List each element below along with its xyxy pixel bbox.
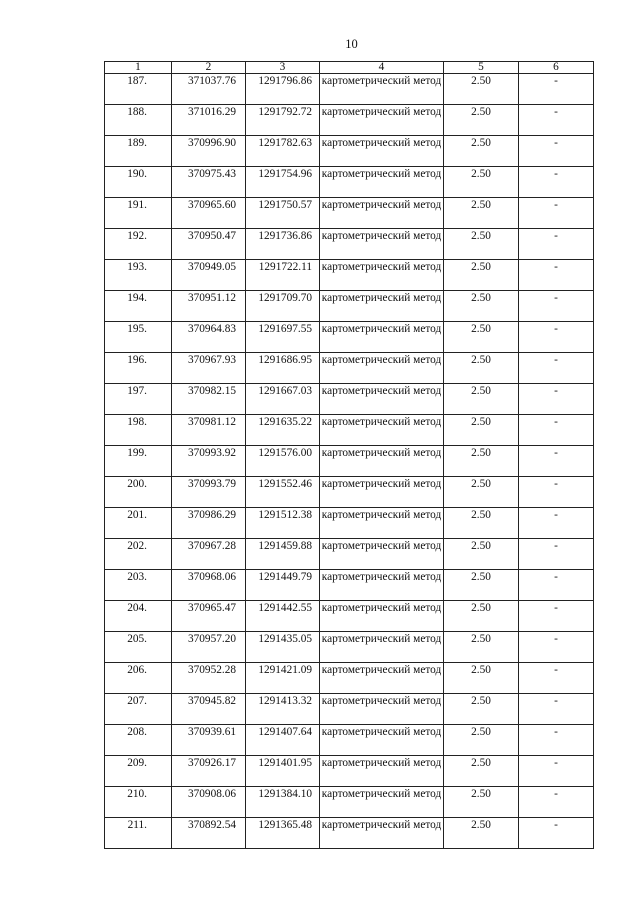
method-cell: картометрический метод [320,601,444,632]
point-number-cell: 206. [105,663,172,694]
table-row [105,508,594,539]
note-cell: - [519,787,594,818]
point-number-cell: 205. [105,632,172,663]
x-coordinate-cell: 370908.06 [172,787,246,818]
accuracy-cell: 2.50 [444,539,519,570]
table-row [105,353,594,384]
point-number-cell: 196. [105,353,172,384]
x-coordinate-cell: 370993.92 [172,446,246,477]
accuracy-cell: 2.50 [444,477,519,508]
note-cell: - [519,136,594,167]
method-cell: картометрический метод [320,105,444,136]
accuracy-cell: 2.50 [444,353,519,384]
method-cell: картометрический метод [320,663,444,694]
table-row [105,105,594,136]
x-coordinate-cell: 370981.12 [172,415,246,446]
accuracy-cell: 2.50 [444,322,519,353]
table-row [105,477,594,508]
method-cell: картометрический метод [320,570,444,601]
table-row [105,74,594,105]
method-cell: картометрический метод [320,477,444,508]
x-coordinate-cell: 371037.76 [172,74,246,105]
accuracy-cell: 2.50 [444,260,519,291]
accuracy-cell: 2.50 [444,570,519,601]
column-header-2: 2 [172,62,246,74]
y-coordinate-cell: 1291750.57 [246,198,320,229]
note-cell: - [519,291,594,322]
accuracy-cell: 2.50 [444,508,519,539]
accuracy-cell: 2.50 [444,291,519,322]
point-number-cell: 188. [105,105,172,136]
accuracy-cell: 2.50 [444,74,519,105]
table-row [105,322,594,353]
method-cell: картометрический метод [320,384,444,415]
x-coordinate-cell: 370939.61 [172,725,246,756]
table-row [105,260,594,291]
x-coordinate-cell: 370993.79 [172,477,246,508]
x-coordinate-cell: 370945.82 [172,694,246,725]
y-coordinate-cell: 1291782.63 [246,136,320,167]
note-cell: - [519,601,594,632]
note-cell: - [519,167,594,198]
point-number-cell: 198. [105,415,172,446]
accuracy-cell: 2.50 [444,632,519,663]
note-cell: - [519,74,594,105]
x-coordinate-cell: 370951.12 [172,291,246,322]
y-coordinate-cell: 1291736.86 [246,229,320,260]
accuracy-cell: 2.50 [444,601,519,632]
note-cell: - [519,353,594,384]
note-cell: - [519,570,594,601]
note-cell: - [519,446,594,477]
note-cell: - [519,663,594,694]
x-coordinate-cell: 370967.28 [172,539,246,570]
x-coordinate-cell: 370965.60 [172,198,246,229]
note-cell: - [519,384,594,415]
point-number-cell: 191. [105,198,172,229]
note-cell: - [519,105,594,136]
table-row [105,446,594,477]
note-cell: - [519,322,594,353]
page-number: 10 [345,37,358,51]
method-cell: картометрический метод [320,322,444,353]
y-coordinate-cell: 1291722.11 [246,260,320,291]
x-coordinate-cell: 371016.29 [172,105,246,136]
note-cell: - [519,415,594,446]
table-row [105,570,594,601]
point-number-cell: 203. [105,570,172,601]
note-cell: - [519,477,594,508]
y-coordinate-cell: 1291576.00 [246,446,320,477]
note-cell: - [519,725,594,756]
x-coordinate-cell: 370996.90 [172,136,246,167]
point-number-cell: 208. [105,725,172,756]
note-cell: - [519,756,594,787]
method-cell: картометрический метод [320,260,444,291]
point-number-cell: 189. [105,136,172,167]
point-number-cell: 190. [105,167,172,198]
method-cell: картометрический метод [320,694,444,725]
coordinates-table [104,61,594,849]
point-number-cell: 200. [105,477,172,508]
accuracy-cell: 2.50 [444,384,519,415]
table-row [105,136,594,167]
y-coordinate-cell: 1291407.64 [246,725,320,756]
note-cell: - [519,229,594,260]
method-cell: картометрический метод [320,229,444,260]
note-cell: - [519,694,594,725]
x-coordinate-cell: 370892.54 [172,818,246,849]
point-number-cell: 195. [105,322,172,353]
y-coordinate-cell: 1291512.38 [246,508,320,539]
accuracy-cell: 2.50 [444,756,519,787]
table-row [105,167,594,198]
accuracy-cell: 2.50 [444,105,519,136]
y-coordinate-cell: 1291792.72 [246,105,320,136]
y-coordinate-cell: 1291667.03 [246,384,320,415]
note-cell: - [519,632,594,663]
accuracy-cell: 2.50 [444,446,519,477]
accuracy-cell: 2.50 [444,229,519,260]
note-cell: - [519,818,594,849]
x-coordinate-cell: 370926.17 [172,756,246,787]
table-row [105,601,594,632]
table-row [105,539,594,570]
y-coordinate-cell: 1291754.96 [246,167,320,198]
x-coordinate-cell: 370949.05 [172,260,246,291]
point-number-cell: 204. [105,601,172,632]
table-row [105,694,594,725]
method-cell: картометрический метод [320,291,444,322]
y-coordinate-cell: 1291459.88 [246,539,320,570]
table-row [105,787,594,818]
x-coordinate-cell: 370967.93 [172,353,246,384]
point-number-cell: 199. [105,446,172,477]
table-row [105,663,594,694]
method-cell: картометрический метод [320,818,444,849]
y-coordinate-cell: 1291384.10 [246,787,320,818]
accuracy-cell: 2.50 [444,787,519,818]
table-header-row [105,62,594,74]
point-number-cell: 192. [105,229,172,260]
y-coordinate-cell: 1291697.55 [246,322,320,353]
y-coordinate-cell: 1291796.86 [246,74,320,105]
y-coordinate-cell: 1291686.95 [246,353,320,384]
point-number-cell: 209. [105,756,172,787]
point-number-cell: 210. [105,787,172,818]
accuracy-cell: 2.50 [444,136,519,167]
x-coordinate-cell: 370986.29 [172,508,246,539]
accuracy-cell: 2.50 [444,415,519,446]
method-cell: картометрический метод [320,167,444,198]
note-cell: - [519,260,594,291]
column-header-3: 3 [246,62,320,74]
point-number-cell: 194. [105,291,172,322]
y-coordinate-cell: 1291635.22 [246,415,320,446]
point-number-cell: 202. [105,539,172,570]
table-row [105,415,594,446]
point-number-cell: 207. [105,694,172,725]
x-coordinate-cell: 370982.15 [172,384,246,415]
method-cell: картометрический метод [320,415,444,446]
x-coordinate-cell: 370965.47 [172,601,246,632]
method-cell: картометрический метод [320,508,444,539]
accuracy-cell: 2.50 [444,663,519,694]
note-cell: - [519,508,594,539]
x-coordinate-cell: 370952.28 [172,663,246,694]
x-coordinate-cell: 370968.06 [172,570,246,601]
x-coordinate-cell: 370964.83 [172,322,246,353]
method-cell: картометрический метод [320,74,444,105]
accuracy-cell: 2.50 [444,725,519,756]
table-row [105,756,594,787]
y-coordinate-cell: 1291442.55 [246,601,320,632]
y-coordinate-cell: 1291435.05 [246,632,320,663]
point-number-cell: 211. [105,818,172,849]
column-header-1: 1 [105,62,172,74]
method-cell: картометрический метод [320,725,444,756]
x-coordinate-cell: 370957.20 [172,632,246,663]
column-header-6: 6 [519,62,594,74]
method-cell: картометрический метод [320,198,444,229]
table-row [105,229,594,260]
y-coordinate-cell: 1291421.09 [246,663,320,694]
method-cell: картометрический метод [320,353,444,384]
point-number-cell: 197. [105,384,172,415]
method-cell: картометрический метод [320,632,444,663]
point-number-cell: 201. [105,508,172,539]
y-coordinate-cell: 1291365.48 [246,818,320,849]
method-cell: картометрический метод [320,136,444,167]
accuracy-cell: 2.50 [444,167,519,198]
point-number-cell: 193. [105,260,172,291]
y-coordinate-cell: 1291413.32 [246,694,320,725]
table-row [105,198,594,229]
note-cell: - [519,539,594,570]
y-coordinate-cell: 1291709.70 [246,291,320,322]
method-cell: картометрический метод [320,446,444,477]
table-row [105,291,594,322]
accuracy-cell: 2.50 [444,818,519,849]
method-cell: картометрический метод [320,756,444,787]
table-row [105,818,594,849]
point-number-cell: 187. [105,74,172,105]
table-row [105,632,594,663]
column-header-5: 5 [444,62,519,74]
note-cell: - [519,198,594,229]
y-coordinate-cell: 1291552.46 [246,477,320,508]
y-coordinate-cell: 1291449.79 [246,570,320,601]
table-row [105,384,594,415]
table-row [105,725,594,756]
x-coordinate-cell: 370950.47 [172,229,246,260]
method-cell: картометрический метод [320,787,444,818]
column-header-4: 4 [320,62,444,74]
accuracy-cell: 2.50 [444,694,519,725]
method-cell: картометрический метод [320,539,444,570]
accuracy-cell: 2.50 [444,198,519,229]
x-coordinate-cell: 370975.43 [172,167,246,198]
y-coordinate-cell: 1291401.95 [246,756,320,787]
table-body [105,74,594,849]
